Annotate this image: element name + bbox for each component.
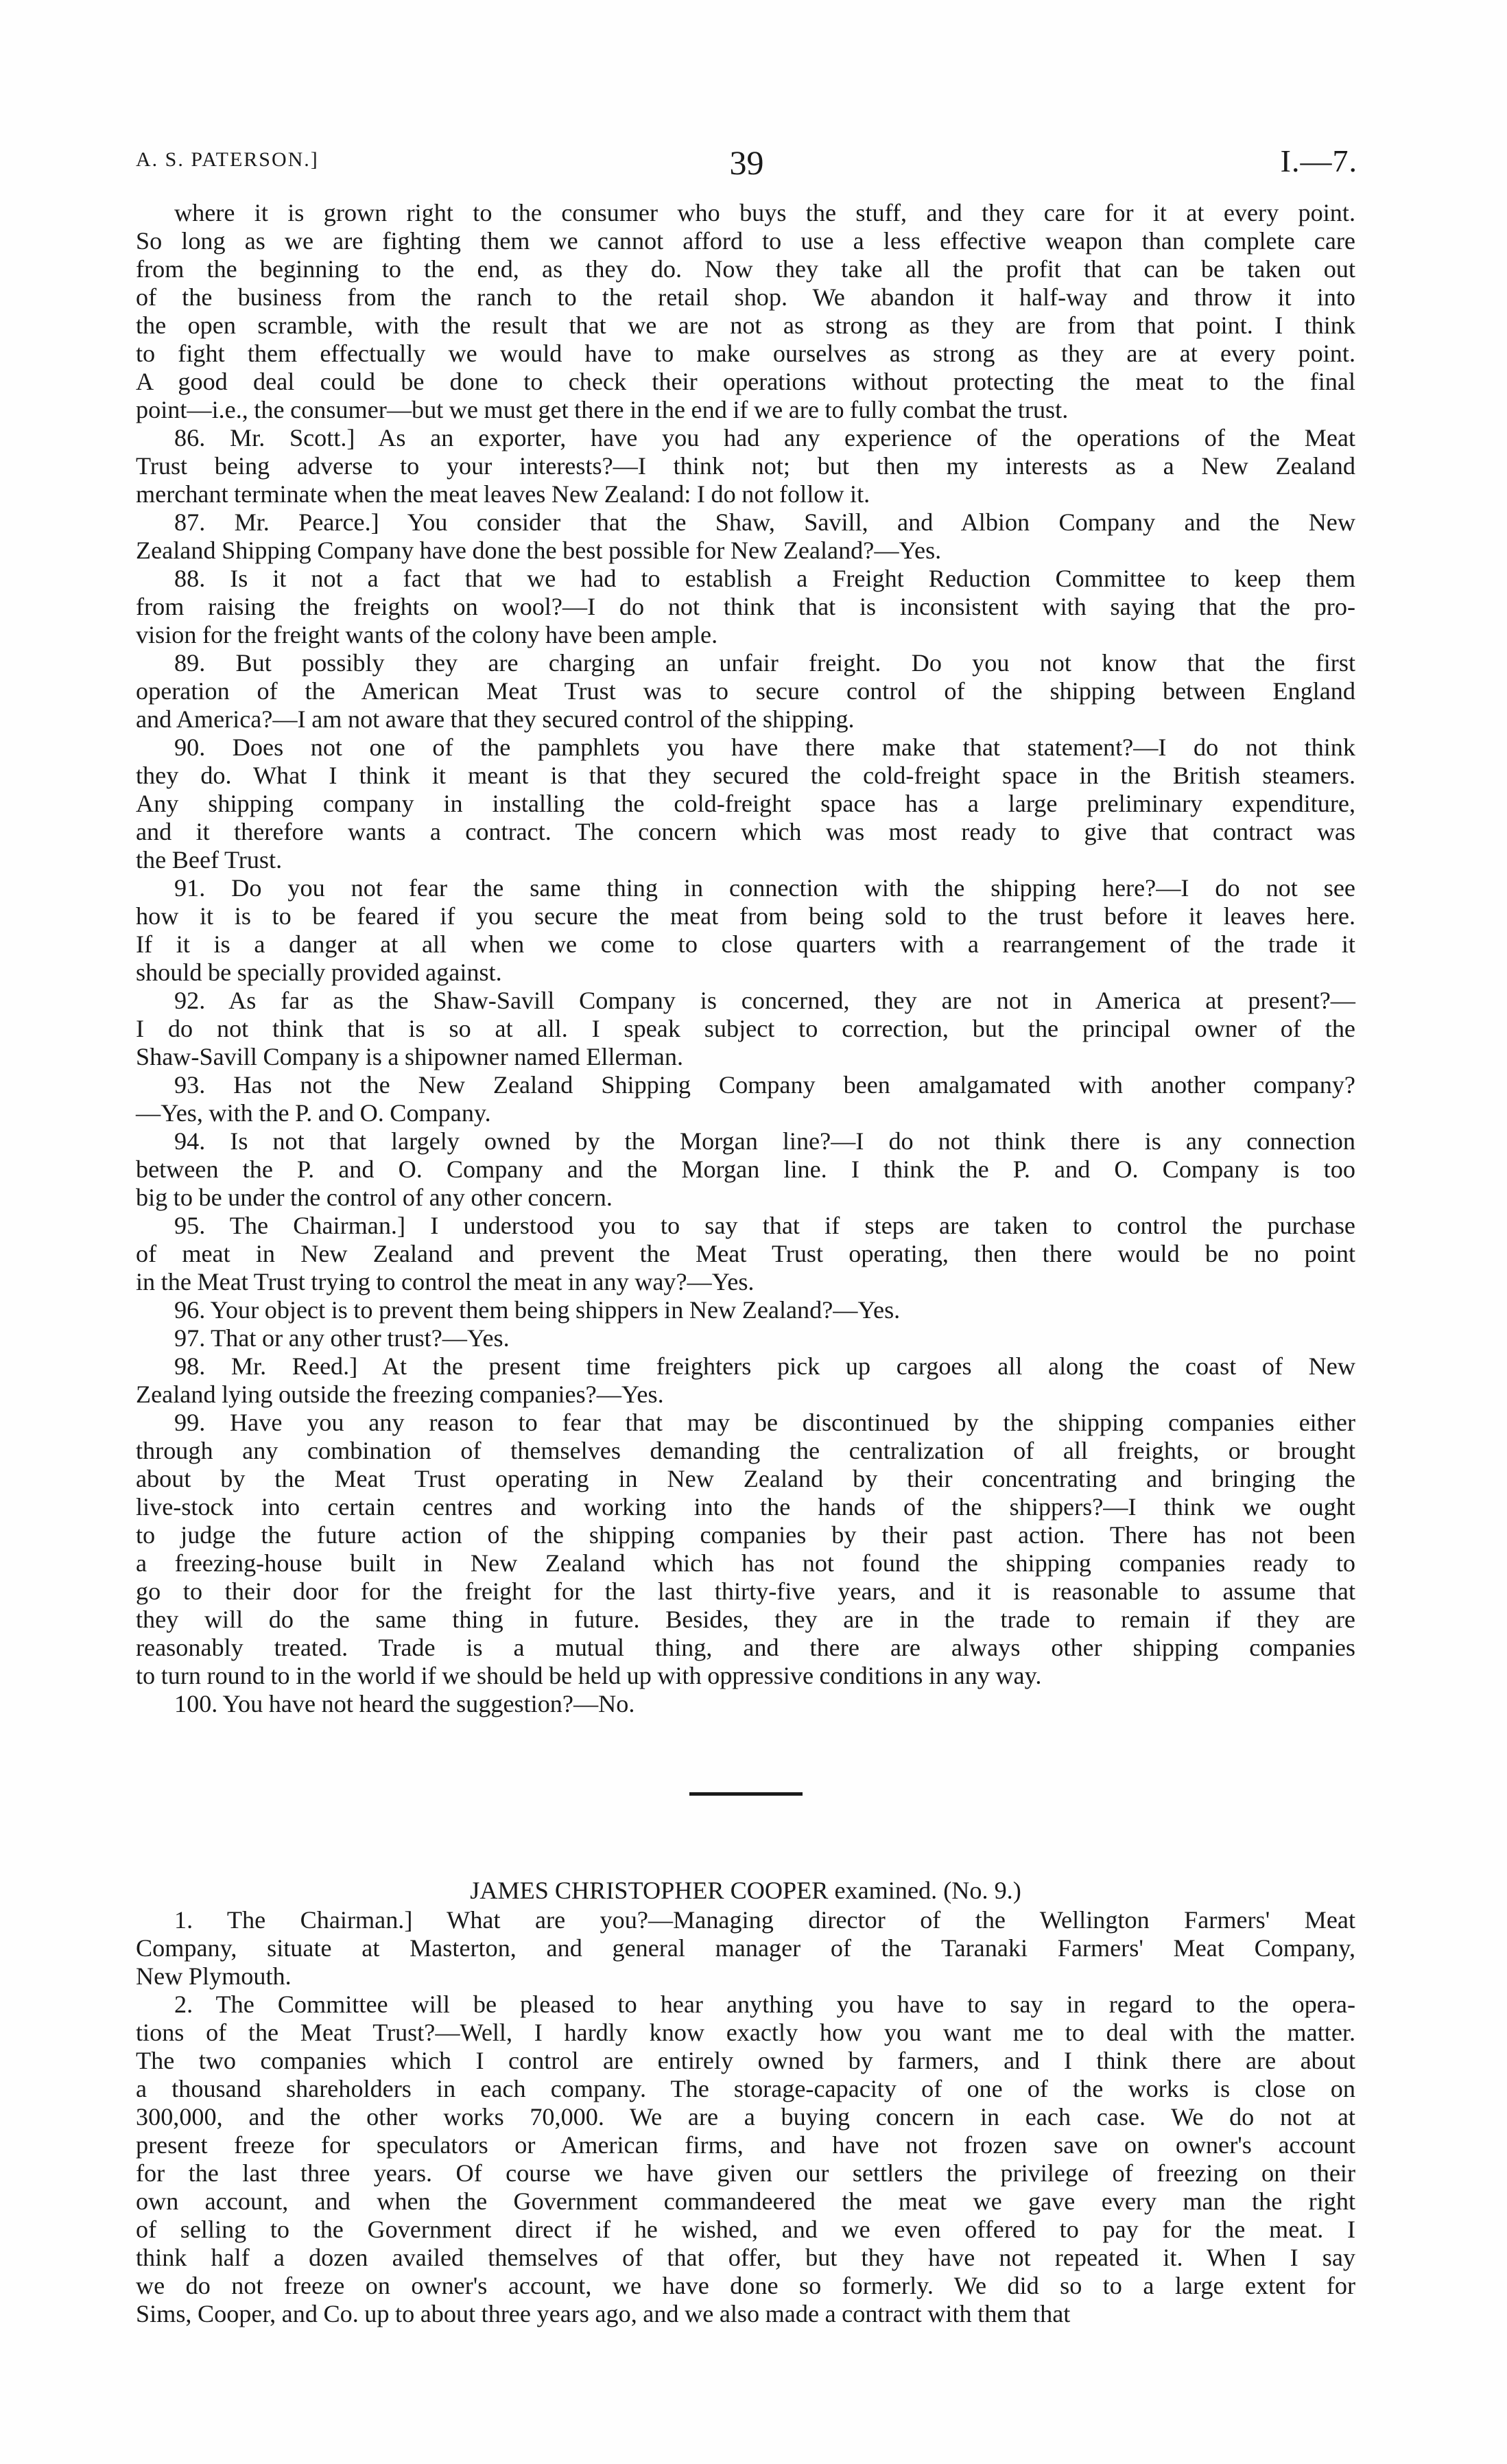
text-line: 93. Has not the New Zealand Shipping Company been amalgamated with another company? [174, 1071, 1355, 1099]
text-line: 95. The Chairman.] I understood you to say that if steps are taken to control the purchase [174, 1212, 1355, 1239]
text-line: 94. Is not that largely owned by the Morgan line?—I do not think there is any connection [174, 1127, 1355, 1155]
text-line: tions of the Meat Trust?—Well, I hardly know exactly how you want me to deal with the matter. [136, 2019, 1355, 2046]
text-line: between the P. and O. Company and the Morgan line. I think the P. and O. Company is too [136, 1155, 1355, 1183]
witness-heading: JAMES CHRISTOPHER COOPER examined. (No. 9.) [470, 1877, 1021, 1904]
text-line: they will do the same thing in future. Besides, they are in the trade to remain if they are [136, 1606, 1355, 1633]
text-line: Zealand lying outside the freezing companies?—Yes. [136, 1381, 664, 1408]
text-line: a freezing-house built in New Zealand which has not found the shipping companies ready to [136, 1549, 1355, 1577]
text-line: 99. Have you any reason to fear that may be discontinued by the shipping companies either [174, 1409, 1355, 1436]
text-line: to fight them effectually we would have to make ourselves as strong as they are at every point. [136, 340, 1355, 367]
text-line: —Yes, with the P. and O. Company. [136, 1099, 491, 1127]
text-line: through any combination of themselves demanding the centralization of all freights, or brought [136, 1437, 1355, 1464]
text-line: to turn round to in the world if we should be held up with oppressive conditions in any way. [136, 1662, 1042, 1689]
text-line: of the business from the ranch to the retail shop. We abandon it half-way and throw it into [136, 283, 1355, 311]
text-line: Any shipping company in installing the cold-freight space has a large preliminary expenditure, [136, 790, 1355, 817]
text-line: from the beginning to the end, as they do. Now they take all the profit that can be taken out [136, 255, 1355, 283]
text-line: 87. Mr. Pearce.] You consider that the Shaw, Savill, and Albion Company and the New [174, 508, 1355, 536]
text-line: live-stock into certain centres and working into the hands of the shippers?—I think we ought [136, 1493, 1355, 1521]
header-witness-name: A. S. PATERSON.] [136, 148, 319, 171]
text-line: should be specially provided against. [136, 959, 502, 986]
text-line: operation of the American Meat Trust was to secure control of the shipping between England [136, 677, 1355, 705]
text-line: point—i.e., the consumer—but we must get there in the end if we are to fully combat the trust. [136, 396, 1069, 423]
text-line: where it is grown right to the consumer who buys the stuff, and they care for it at every point. [174, 199, 1355, 226]
testimony-section-paterson [136, 199, 1355, 1718]
text-line: the open scramble, with the result that we are not as strong as they are from that point. I think [136, 312, 1355, 339]
running-header [136, 143, 1357, 184]
text-line: vision for the freight wants of the colony have been ample. [136, 621, 718, 648]
section-divider [689, 1792, 803, 1796]
text-line: 90. Does not one of the pamphlets you have there make that statement?—I do not think [174, 734, 1355, 761]
text-line: 96. Your object is to prevent them being shippers in New Zealand?—Yes. [174, 1296, 901, 1324]
text-line: 1. The Chairman.] What are you?—Managing director of the Wellington Farmers' Meat [174, 1906, 1355, 1934]
text-line: how it is to be feared if you secure the meat from being sold to the trust before it leaves here. [136, 902, 1355, 930]
text-line: they do. What I think it meant is that they secured the cold-freight space in the British steamers. [136, 762, 1355, 789]
text-line: A good deal could be done to check their operations without protecting the meat to the final [136, 368, 1355, 395]
text-line: we do not freeze on owner's account, we have done so formerly. We did so to a large extent for [136, 2272, 1355, 2299]
text-line: Sims, Cooper, and Co. up to about three years ago, and we also made a contract with them that [136, 2300, 1071, 2327]
text-line: 98. Mr. Reed.] At the present time freighters pick up cargoes all along the coast of New [174, 1352, 1355, 1380]
text-line: reasonably treated. Trade is a mutual thing, and there are always other shipping companies [136, 1634, 1355, 1661]
text-line: big to be under the control of any other concern. [136, 1184, 613, 1211]
testimony-section-cooper [136, 1906, 1355, 2328]
text-line: So long as we are fighting them we cannot afford to use a less effective weapon than complete care [136, 227, 1355, 255]
text-line: 92. As far as the Shaw-Savill Company is concerned, they are not in America at present?— [174, 987, 1355, 1014]
text-line: Company, situate at Masterton, and general manager of the Taranaki Farmers' Meat Company, [136, 1934, 1355, 1962]
text-line: 89. But possibly they are charging an unfair freight. Do you not know that the first [174, 649, 1355, 677]
text-line: the Beef Trust. [136, 846, 283, 873]
text-line: 91. Do you not fear the same thing in connection with the shipping here?—I do not see [174, 874, 1355, 902]
text-line: about by the Meat Trust operating in New Zealand by their concentrating and bringing the [136, 1465, 1355, 1492]
text-line: and America?—I am not aware that they secured control of the shipping. [136, 705, 855, 733]
text-line: I do not think that is so at all. I speak subject to correction, but the principal owner of the [136, 1015, 1355, 1042]
text-line: merchant terminate when the meat leaves New Zealand: I do not follow it. [136, 480, 870, 508]
text-line: New Plymouth. [136, 1962, 292, 1990]
text-line: in the Meat Trust trying to control the meat in any way?—Yes. [136, 1268, 755, 1295]
text-line: present freeze for speculators or American firms, and have not frozen save on owner's account [136, 2131, 1355, 2159]
page-number: 39 [729, 143, 764, 182]
document-reference: I.—7. [1280, 143, 1357, 178]
text-line: The two companies which I control are entirely owned by farmers, and I think there are about [136, 2047, 1355, 2074]
text-line: and it therefore wants a contract. The concern which was most ready to give that contract was [136, 818, 1355, 845]
text-line: 88. Is it not a fact that we had to establish a Freight Reduction Committee to keep them [174, 565, 1355, 592]
text-line: 300,000, and the other works 70,000. We are a buying concern in each case. We do not at [136, 2103, 1355, 2131]
text-line: 2. The Committee will be pleased to hear anything you have to say in regard to the opera- [174, 1991, 1355, 2018]
text-line: a thousand shareholders in each company. The storage-capacity of one of the works is close on [136, 2075, 1355, 2102]
text-line: Trust being adverse to your interests?—I think not; but then my interests as a New Zealand [136, 452, 1355, 480]
text-line: to judge the future action of the shipping companies by their past action. There has not been [136, 1521, 1355, 1549]
text-line: for the last three years. Of course we have given our settlers the privilege of freezing on their [136, 2159, 1355, 2187]
text-line: If it is a danger at all when we come to close quarters with a rearrangement of the trade it [136, 930, 1355, 958]
text-line: of selling to the Government direct if he wished, and we even offered to pay for the meat. I [136, 2216, 1355, 2243]
text-line: 100. You have not heard the suggestion?—No. [174, 1690, 635, 1717]
text-line: Zealand Shipping Company have done the best possible for New Zealand?—Yes. [136, 537, 942, 564]
text-line: 86. Mr. Scott.] As an exporter, have you had any experience of the operations of the Meat [174, 424, 1355, 451]
text-line: own account, and when the Government commandeered the meat we gave every man the right [136, 2187, 1355, 2215]
text-line: 97. That or any other trust?—Yes. [174, 1324, 510, 1352]
text-line: from raising the freights on wool?—I do not think that is inconsistent with saying that the pro- [136, 593, 1355, 620]
text-line: think half a dozen availed themselves of that offer, but they have not repeated it. When I say [136, 2244, 1355, 2271]
text-line: of meat in New Zealand and prevent the Meat Trust operating, then there would be no point [136, 1240, 1355, 1267]
text-line: go to their door for the freight for the last thirty-five years, and it is reasonable to assume that [136, 1577, 1355, 1605]
text-line: Shaw-Savill Company is a shipowner named Ellerman. [136, 1043, 684, 1070]
